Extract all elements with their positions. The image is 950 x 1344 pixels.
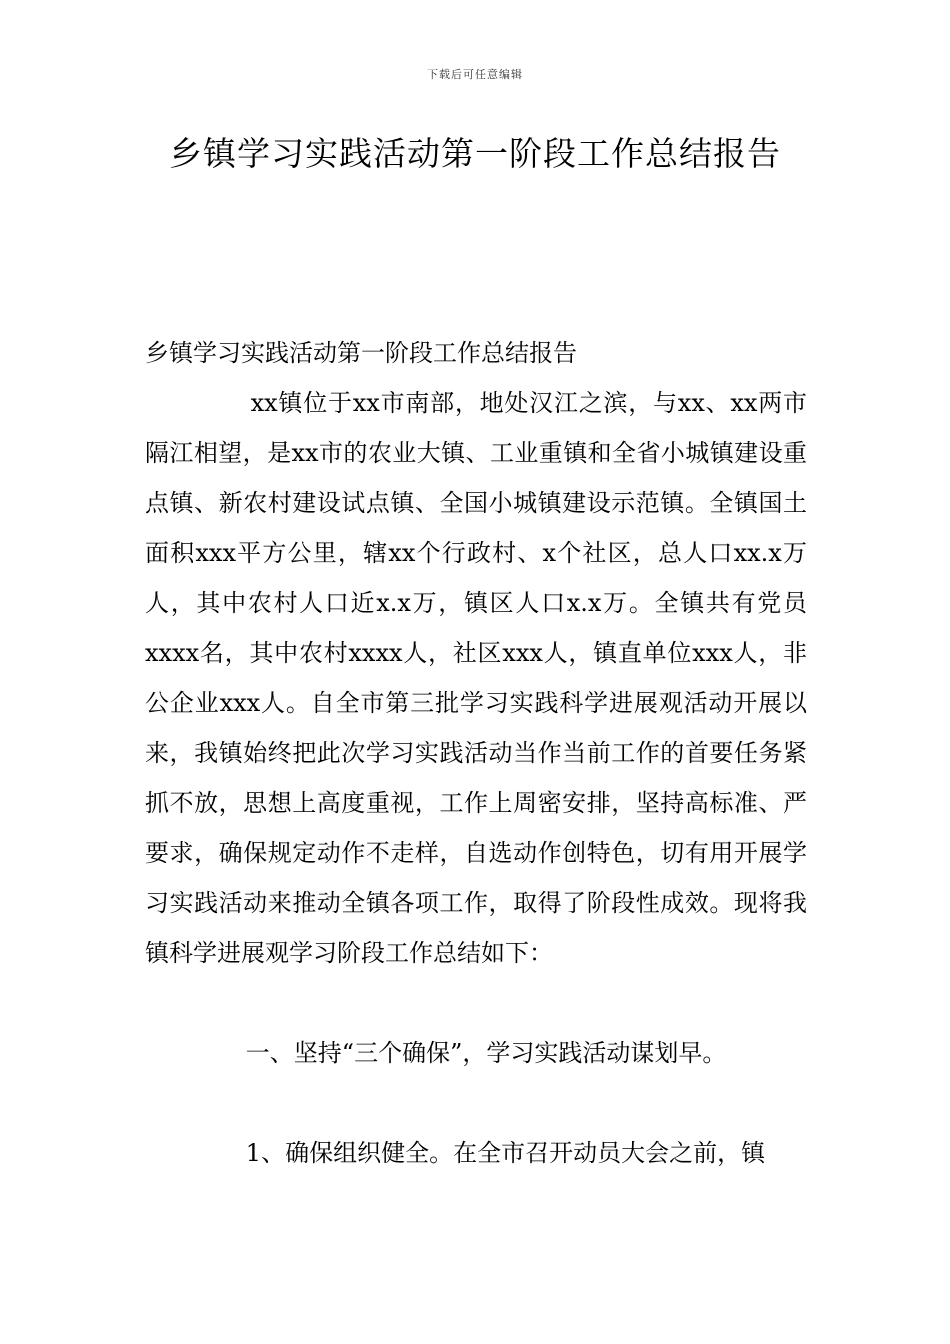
document-subtitle: 乡镇学习实践活动第一阶段工作总结报告 bbox=[145, 339, 577, 367]
section-heading: 一、坚持“三个确保”，学习实践活动谋划早。 bbox=[245, 1039, 727, 1067]
list-item: 1、确保组织健全。在全市召开动员大会之前，镇 bbox=[245, 1139, 766, 1167]
header-note: 下载后可任意编辑 bbox=[427, 68, 523, 81]
document-body bbox=[145, 328, 807, 1178]
document-title: 乡镇学习实践活动第一阶段工作总结报告 bbox=[169, 134, 781, 173]
intro-paragraph: xx镇位于xx市南部，地处汉江之滨，与xx、xx两市隔江相望，是xx市的农业大镇、工业重镇和全省小城镇建设重点镇、新农村建设试点镇、全国小城镇建设示范镇。全镇国土面积xxx平方公里，辖xx个行政村、x个社区，总人口xx.x万人，其中农村人口近x.x万，镇区人口x.x万。全镇共有党员xxxx名，其中农村xxxx人，社区xxx人，镇直单位xxx人，非公企业xxx人。自全市第三批学习实践科学进展观活动开展以来，我镇始终把此次学习实践活动当作当前工作的首要任务紧抓不放，思想上高度重视，工作上周密安排，坚持高标准、严要求，确保规定动作不走样，自选动作创特色，切有用开展学习实践活动来推动全镇各项工作，取得了阶段性成效。现将我镇科学进展观学习阶段工作总结如下： bbox=[145, 389, 807, 967]
